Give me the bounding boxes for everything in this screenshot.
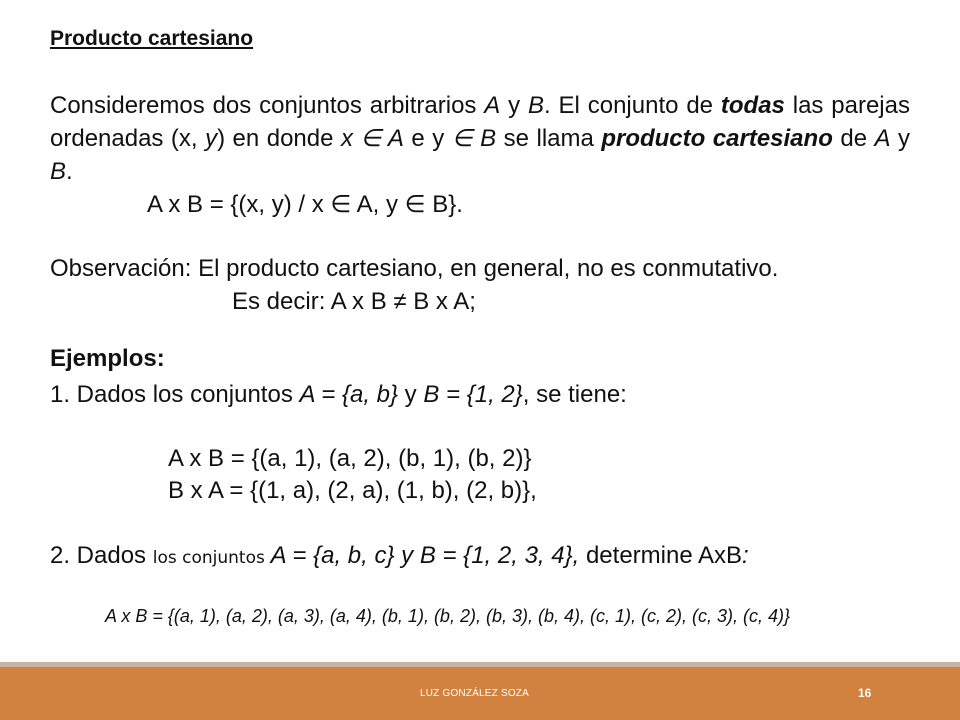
set-a: A xyxy=(484,92,501,119)
set-b: B xyxy=(528,92,545,119)
examples-heading: Ejemplos: xyxy=(50,345,165,372)
emphasis-producto-cartesiano: producto cartesiano xyxy=(601,125,833,152)
intro-text: y xyxy=(890,125,911,152)
set-b: B xyxy=(50,158,67,185)
in-b: ∈ B xyxy=(451,125,497,152)
example-1-text: 1. Dados los conjuntos xyxy=(50,381,300,408)
definition-paragraph xyxy=(50,89,910,188)
example-1-text: y xyxy=(398,381,424,408)
example-1-set-a: A = {a, b} xyxy=(299,381,399,408)
observation: Observación: El producto cartesiano, en general, no es conmutativo. xyxy=(50,255,779,282)
example-2-text: determine AxB xyxy=(579,542,743,569)
definition-formula: A x B = {(x, y) / x ∈ A, y ∈ B}. xyxy=(147,191,463,218)
example-2 xyxy=(50,541,749,573)
example-2-small-text: los conjuntos xyxy=(152,548,265,568)
intro-text: se llama xyxy=(496,125,602,152)
intro-text: e y xyxy=(403,125,452,152)
example-1 xyxy=(50,380,627,410)
intro-text: . El conjunto de xyxy=(544,92,721,119)
x-in-a: x ∈ A xyxy=(340,125,404,152)
example-1-bxa: B x A = {(1, a), (2, a), (1, b), (2, b)}, xyxy=(168,477,537,504)
intro-text: y xyxy=(500,92,528,119)
footer-author: LUZ GONZÁLEZ SOZA xyxy=(420,688,529,699)
es-decir: Es decir: A x B ≠ B x A; xyxy=(232,288,476,315)
intro-text: ) en donde xyxy=(217,125,341,152)
intro-text: las parejas ordenadas (x, xyxy=(50,92,910,152)
example-2-text: 2. Dados xyxy=(50,542,153,569)
example-1-text: , se tiene: xyxy=(522,381,627,408)
intro-text: . xyxy=(66,158,73,185)
example-1-set-b: B = {1, 2} xyxy=(423,381,523,408)
set-a: A xyxy=(874,125,891,152)
variable-y: y xyxy=(205,125,218,152)
slide-title: Producto cartesiano xyxy=(50,27,254,50)
example-2-colon: : xyxy=(742,542,749,569)
intro-text: de xyxy=(832,125,875,152)
example-2-answer: A x B = {(a, 1), (a, 2), (a, 3), (a, 4), (b, 1), (b, 2), (b, 3), (b, 4), (c, 1), (c, 2), (c, 3), (c, 4)} xyxy=(105,606,791,626)
example-2-sets: A = {a, b, c} y B = {1, 2, 3, 4}, xyxy=(264,542,580,569)
example-1-axb: A x B = {(a, 1), (a, 2), (b, 1), (b, 2)} xyxy=(168,445,532,472)
intro-text: Consideremos dos conjuntos arbitrarios xyxy=(50,92,485,119)
page-number: 16 xyxy=(858,686,872,700)
emphasis-todas: todas xyxy=(720,92,785,119)
